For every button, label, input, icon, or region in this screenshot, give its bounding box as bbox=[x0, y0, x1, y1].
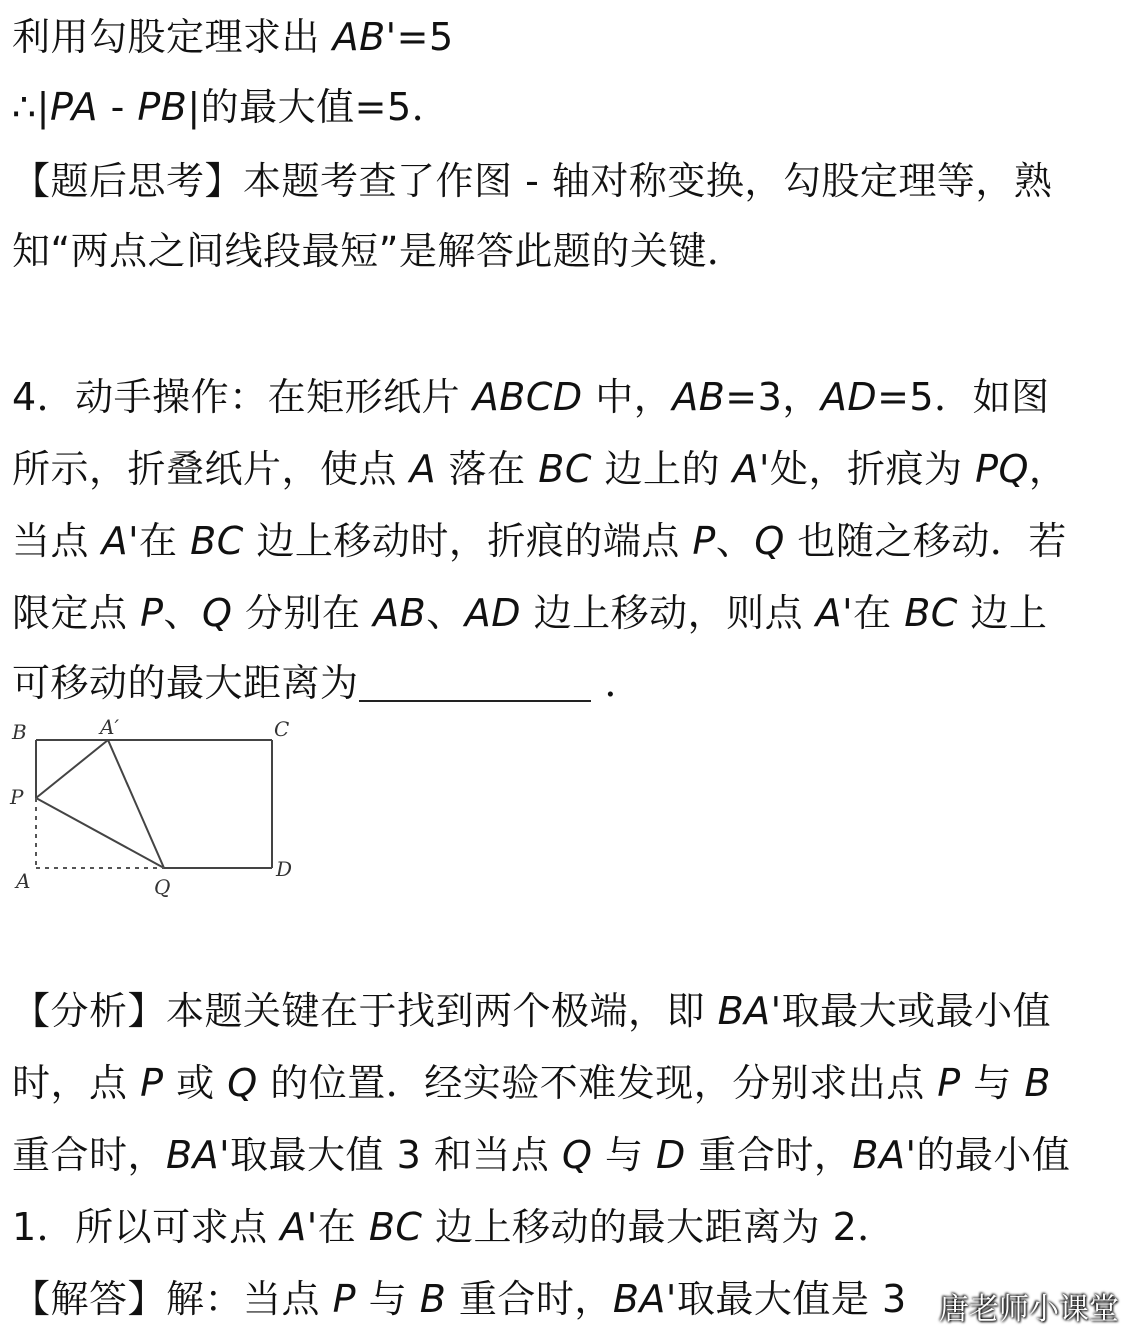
watermark: 唐老师小课堂 bbox=[939, 1292, 1119, 1327]
problem-line-4: 限定点 P、Q 分别在 AB、AD 边上移动，则点 A'在 BC 边上 bbox=[12, 591, 1048, 635]
answer-blank bbox=[359, 664, 591, 702]
fold-a-prime-q bbox=[108, 740, 164, 868]
fold-pa-prime bbox=[36, 740, 108, 798]
answer-line-1: 【解答】解：当点 P 与 B 重合时，BA'取最大值是 3 bbox=[12, 1277, 907, 1321]
crease-pq bbox=[36, 798, 164, 868]
analysis-line-1: 【分析】本题关键在于找到两个极端，即 BA'取最大或最小值 bbox=[12, 989, 1052, 1033]
rectangle-fold-figure bbox=[8, 712, 308, 912]
problem-line-1: 4．动手操作：在矩形纸片 ABCD 中，AB=3，AD=5．如图 bbox=[12, 375, 1050, 419]
text-line-1: 利用勾股定理求出 AB'=5 bbox=[12, 15, 454, 59]
problem-line-2: 所示，折叠纸片，使点 A 落在 BC 边上的 A'处，折痕为 PQ， bbox=[12, 447, 1068, 491]
text-line-3: 【题后思考】本题考查了作图 - 轴对称变换，勾股定理等，熟 bbox=[12, 159, 1053, 203]
text-line-4: 知“两点之间线段最短”是解答此题的关键． bbox=[12, 229, 746, 273]
label-b: B bbox=[12, 720, 27, 744]
label-a: A bbox=[16, 869, 31, 893]
label-c: C bbox=[274, 717, 290, 741]
text-line-2: ∴|PA - PB|的最大值=5． bbox=[12, 85, 451, 129]
analysis-line-2: 时，点 P 或 Q 的位置．经实验不难发现，分别求出点 P 与 B bbox=[12, 1061, 1051, 1105]
analysis-line-3: 重合时，BA'取最大值 3 和当点 Q 与 D 重合时，BA'的最小值 bbox=[12, 1133, 1071, 1177]
label-q: Q bbox=[154, 875, 171, 899]
label-d: D bbox=[276, 857, 293, 881]
problem-line-5: 可移动的最大距离为 ． bbox=[12, 661, 644, 705]
problem-line-3: 当点 A'在 BC 边上移动时，折痕的端点 P、Q 也随之移动．若 bbox=[12, 519, 1067, 563]
label-p: P bbox=[10, 785, 24, 809]
label-a-prime: A′ bbox=[100, 715, 119, 739]
analysis-line-4: 1．所以可求点 A'在 BC 边上移动的最大距离为 2． bbox=[12, 1205, 896, 1249]
